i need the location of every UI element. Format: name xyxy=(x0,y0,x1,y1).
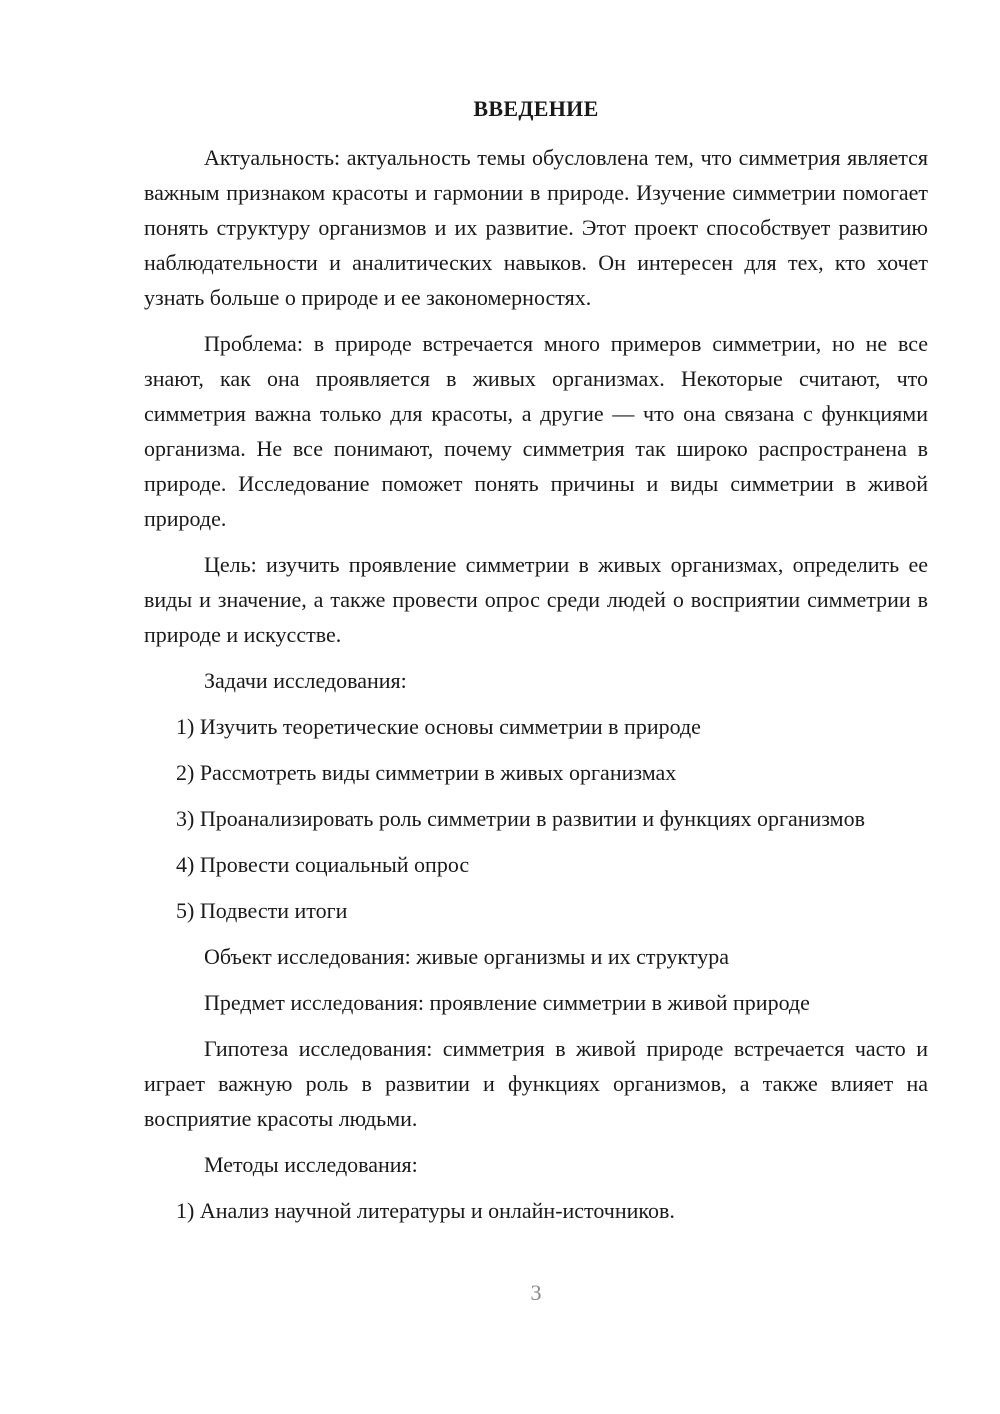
task-item-3: 3) Проанализировать роль симметрии в развитии и функциях организмов xyxy=(176,806,865,831)
task-item-5: 5) Подвести итоги xyxy=(176,898,348,923)
object-paragraph: Объект исследования: живые организмы и их структура xyxy=(204,944,729,969)
task-item-4: 4) Провести социальный опрос xyxy=(176,852,470,877)
task-item-2: 2) Рассмотреть виды симметрии в живых организмах xyxy=(176,760,677,785)
page-number: 3 xyxy=(530,1280,542,1305)
subject-paragraph: Предмет исследования: проявление симметрии в живой природе xyxy=(204,990,810,1015)
relevance-paragraph: Актуальность: актуальность темы обусловлена тем, что симметрия является важным признаком красоты и гармонии в природе. Изучение симметрии помогает понять структуру организмов и их развитие. Этот проект способствует развитию наблюдательности и аналитических навыков. Он интересен для тех, кто хочет узнать больше о природе и ее закономерностях. xyxy=(144,145,928,310)
page-title: ВВЕДЕНИЕ xyxy=(473,96,599,121)
method-item-1: 1) Анализ научной литературы и онлайн-источников. xyxy=(176,1198,675,1223)
hypothesis-paragraph: Гипотеза исследования: симметрия в живой природе встречается часто и играет важную роль в развитии и функциях организмов, а также влияет на восприятие красоты людьми. xyxy=(144,1036,928,1131)
tasks-heading: Задачи исследования: xyxy=(204,668,407,693)
document-body xyxy=(144,140,928,1239)
goal-paragraph: Цель: изучить проявление симметрии в живых организмах, определить ее виды и значение, а также провести опрос среди людей о восприятии симметрии в природе и искусстве. xyxy=(144,552,928,647)
problem-paragraph: Проблема: в природе встречается много примеров симметрии, но не все знают, как она проявляется в живых организмах. Некоторые считают, что симметрия важна только для красоты, а другие — что она связана с функциями организма. Не все понимают, почему симметрия так широко распространена в природе. Исследование поможет понять причины и виды симметрии в живой природе. xyxy=(144,331,928,531)
task-item-1: 1) Изучить теоретические основы симметрии в природе xyxy=(176,714,701,739)
methods-heading: Методы исследования: xyxy=(204,1152,418,1177)
